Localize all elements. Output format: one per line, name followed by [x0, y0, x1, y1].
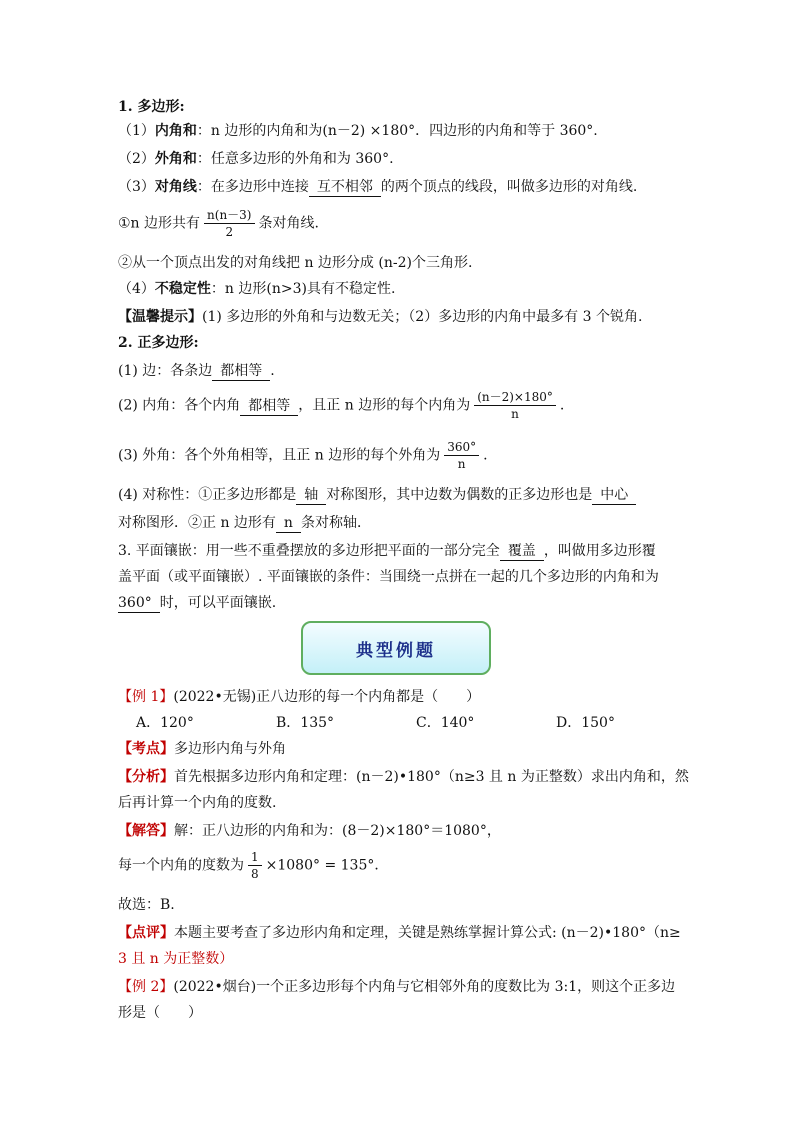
tessellation-line-2: 盖平面（或平面镶嵌）. 平面镶嵌的条件：当围绕一点拼在一起的几个多边形的内角和为	[118, 569, 659, 585]
fill-blank: 360°	[118, 594, 160, 613]
diagonal-count-formula	[118, 208, 319, 239]
solution-label: 【解答】	[118, 823, 174, 839]
line-text: 时，可以平面镶嵌.	[159, 595, 277, 611]
example-1-comment-2: 3 且 n 为正整数）	[118, 951, 234, 967]
tip-line	[118, 306, 642, 328]
item-interior-sum	[118, 120, 598, 142]
solution-text: 解：正八边形的内角和为：(8－2)×180°＝1080°，	[174, 823, 501, 839]
typical-examples-banner	[301, 621, 491, 675]
fraction-numerator: n(n－3)	[204, 208, 254, 224]
fill-blank: n	[276, 514, 301, 533]
line-text: .	[559, 397, 565, 414]
solution-text: 每一个内角的度数为	[118, 857, 244, 874]
tessellation-line-3	[118, 592, 276, 614]
item-text: ：任意多边形的外角和为 360°.	[196, 151, 394, 167]
fill-blank: 中心	[592, 486, 636, 505]
section-1-title: 1. 多边形:	[118, 99, 185, 115]
fill-blank: 都相等	[240, 397, 298, 416]
example-1-analysis-2: 后再计算一个内角的度数.	[118, 795, 277, 811]
option-c: C．140°	[416, 715, 475, 731]
item-text: 的两个顶点的线段，叫做多边形的对角线.	[380, 179, 638, 195]
item-instability	[118, 278, 395, 300]
regular-exterior-line	[118, 440, 488, 471]
fill-blank: 互不相邻	[309, 178, 381, 197]
example-source: (2022•无锡)	[173, 689, 257, 705]
fraction-numerator: 1	[248, 850, 262, 866]
line-text: ，叫做用多边形覆	[543, 543, 656, 559]
item-diagonal	[118, 176, 637, 198]
line-text: ，且正 n 边形的每个内角为	[298, 397, 471, 414]
fraction-denominator: n	[457, 457, 466, 471]
item-label: （2）	[118, 151, 155, 167]
fraction	[248, 850, 262, 881]
option-d: D．150°	[556, 715, 615, 731]
item-exterior-sum	[118, 148, 394, 170]
fill-blank: 覆盖	[500, 542, 544, 561]
item-term: 内角和	[154, 123, 197, 139]
line-text: .	[483, 447, 488, 464]
example-tag: 【例 2】	[118, 979, 174, 995]
triangle-split-line: ②从一个顶点出发的对角线把 n 边形分成 (n-2)个三角形.	[118, 255, 473, 271]
line-text: (4) 对称性：①正多边形都是	[118, 487, 297, 503]
tessellation-line-1	[118, 540, 656, 562]
example-1-choice: 故选：B.	[118, 897, 175, 913]
line-text: (2) 内角：各个内角	[118, 397, 241, 414]
example-2-question-2: 形是（ ）	[118, 1005, 202, 1021]
example-source: (2022•烟台)	[173, 979, 257, 995]
fraction-denominator: 2	[225, 225, 234, 239]
item-label: （4）	[118, 281, 155, 297]
item-label: （3）	[118, 179, 155, 195]
tip-label: 【温馨提示】	[118, 309, 202, 325]
line-text: (1) 边：各条边	[118, 363, 213, 379]
option-a: A．120°	[136, 715, 194, 731]
analysis-label: 【分析】	[118, 769, 174, 785]
line-text: 对称图形．②正 n 边形有	[118, 515, 276, 531]
example-2-question-1	[118, 976, 675, 998]
example-question-text: 一个正多边形每个内角与它相邻外角的度数比为 3:1，则这个正多边	[256, 979, 676, 995]
fraction-denominator: n	[511, 407, 519, 421]
fraction-numerator: (n－2)×180°	[474, 390, 556, 406]
line-text: 对称图形，其中边数为偶数的正多边形也是	[326, 487, 593, 503]
line-text: 条对称轴．	[300, 515, 371, 531]
section-2-title: 2. 正多边形:	[118, 335, 199, 351]
line-text: 3. 平面镶嵌：用一些不重叠摆放的多边形把平面的一部分完全	[118, 543, 500, 559]
example-1-comment-1	[118, 922, 681, 944]
formula-text: ①n 边形共有	[118, 215, 201, 232]
symmetry-line	[118, 484, 636, 506]
fraction	[444, 440, 479, 471]
example-1-question	[118, 686, 480, 708]
item-text: ：n 边形(n>3)具有不稳定性.	[210, 281, 396, 297]
item-text: ：在多边形中连接	[196, 179, 309, 195]
kp-text: 多边形内角与外角	[174, 741, 286, 757]
item-term: 对角线	[154, 179, 197, 195]
regular-interior-line	[118, 390, 564, 421]
example-1-options	[136, 712, 696, 734]
item-term: 外角和	[154, 151, 197, 167]
fill-blank: 轴	[296, 486, 326, 505]
symmetry-axis-line	[118, 512, 371, 534]
fraction-denominator: 8	[251, 867, 259, 881]
example-1-solution-1	[118, 820, 501, 842]
comment-label: 【点评】	[118, 925, 174, 941]
tip-text: (1) 多边形的外角和与边数无关；（2）多边形的内角中最多有 3 个锐角.	[202, 309, 643, 325]
analysis-text: 首先根据多边形内角和定理：(n－2)•180°（n≥3 且 n 为正整数）求出内角和，然	[174, 769, 689, 785]
fraction	[204, 208, 254, 239]
kp-label: 【考点】	[118, 741, 174, 757]
fraction	[474, 390, 556, 421]
formula-text: 条对角线.	[258, 215, 319, 232]
example-1-solution-2	[118, 850, 388, 881]
item-term: 不稳定性	[154, 281, 211, 297]
comment-text: 本题主要考查了多边形内角和定理，关键是熟练掌握计算公式: (n－2)•180°（n≥	[174, 925, 681, 941]
regular-side-line	[118, 360, 275, 382]
fill-blank: 都相等	[212, 362, 270, 381]
example-question-text: 正八边形的每一个内角都是（ ）	[256, 689, 481, 705]
example-1-knowledge-point	[118, 738, 286, 760]
line-text: (3) 外角：各个外角相等，且正 n 边形的每个外角为	[118, 447, 441, 464]
solution-text: ×1080° = 135°．	[265, 857, 389, 874]
banner-title: 典型例题	[356, 640, 436, 661]
item-label: （1）	[118, 123, 155, 139]
line-text: .	[270, 363, 275, 379]
example-1-analysis-1	[118, 766, 689, 788]
fraction-numerator: 360°	[444, 440, 479, 456]
option-b: B．135°	[276, 715, 335, 731]
item-text: ：n 边形的内角和为(n－2) ×180°．四边形的内角和等于 360°.	[196, 123, 598, 139]
example-tag: 【例 1】	[118, 689, 174, 705]
